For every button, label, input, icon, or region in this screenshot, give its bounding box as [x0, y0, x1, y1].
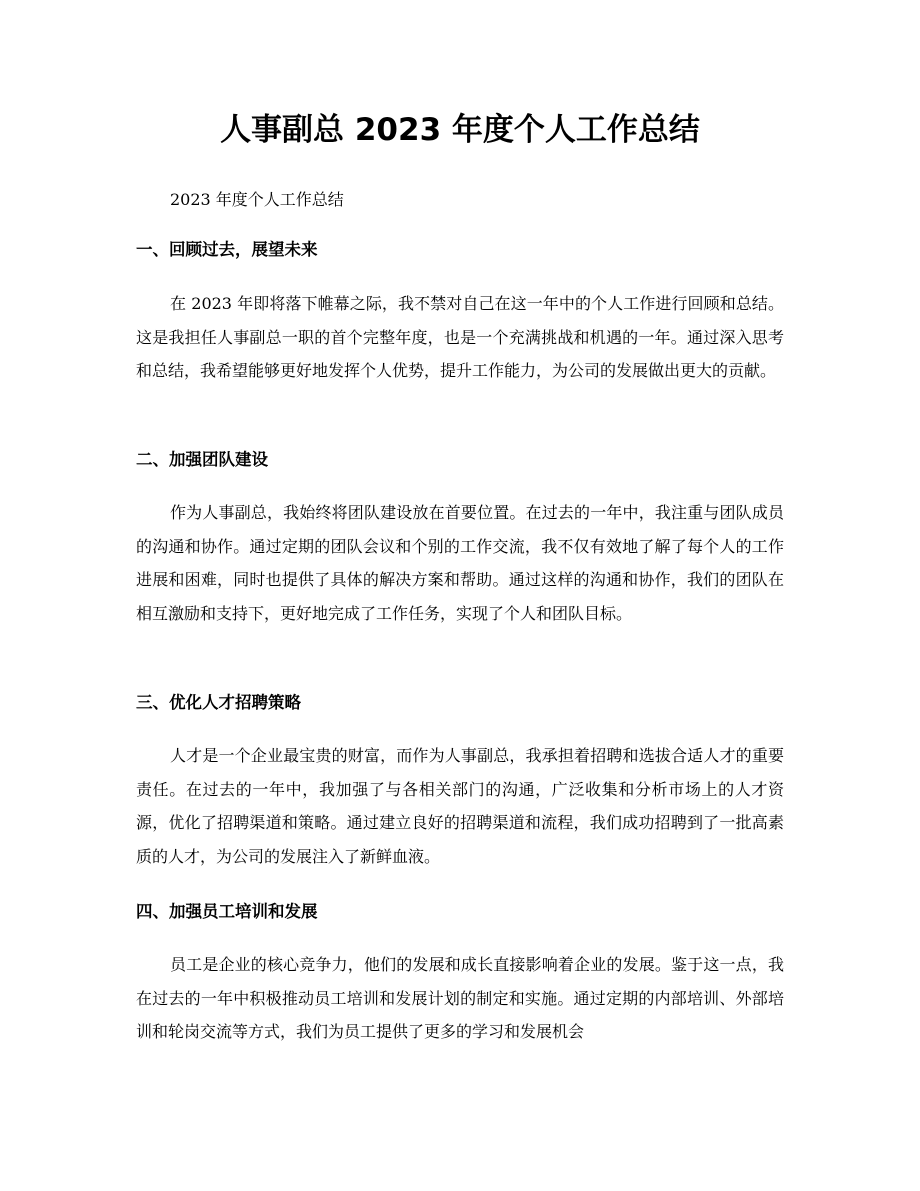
section-body-2: 作为人事副总，我始终将团队建设放在首要位置。在过去的一年中，我注重与团队成员的沟通和协作。通过定期的团队会议和个别的工作交流，我不仅有效地了解了每个人的工作进展和困难，同时也提供了具体的解决方案和帮助。通过这样的沟通和协作，我们的团队在相互激励和支持下，更好地完成了工作任务，实现了个人和团队目标。 — [136, 503, 784, 623]
document-subtitle: 2023 年度个人工作总结 — [170, 190, 344, 209]
section-body-3: 人才是一个企业最宝贵的财富，而作为人事副总，我承担着招聘和选拔合适人才的重要责任。在过去的一年中，我加强了与各相关部门的沟通，广泛收集和分析市场上的人才资源，优化了招聘渠道和策略。通过建立良好的招聘渠道和流程，我们成功招聘到了一批高素质的人才，为公司的发展注入了新鲜血液。 — [136, 746, 784, 866]
section-heading-2: 二、加强团队建设 — [136, 450, 268, 469]
section-body-4: 员工是企业的核心竞争力，他们的发展和成长直接影响着企业的发展。鉴于这一点，我在过去的一年中积极推动员工培训和发展计划的制定和实施。通过定期的内部培训、外部培训和轮岗交流等方式，我们为员工提供了更多的学习和发展机会 — [136, 955, 784, 1042]
section-heading-4: 四、加强员工培训和发展 — [136, 902, 318, 921]
section-heading-3: 三、优化人才招聘策略 — [136, 693, 301, 712]
section-body-1: 在 2023 年即将落下帷幕之际，我不禁对自己在这一年中的个人工作进行回顾和总结。这是我担任人事副总一职的首个完整年度，也是一个充满挑战和机遇的一年。通过深入思考和总结，我希望能够更好地发挥个人优势，提升工作能力，为公司的发展做出更大的贡献。 — [136, 294, 784, 381]
document-title: 人事副总 2023 年度个人工作总结 — [220, 112, 700, 148]
section-heading-1: 一、回顾过去，展望未来 — [136, 240, 318, 259]
